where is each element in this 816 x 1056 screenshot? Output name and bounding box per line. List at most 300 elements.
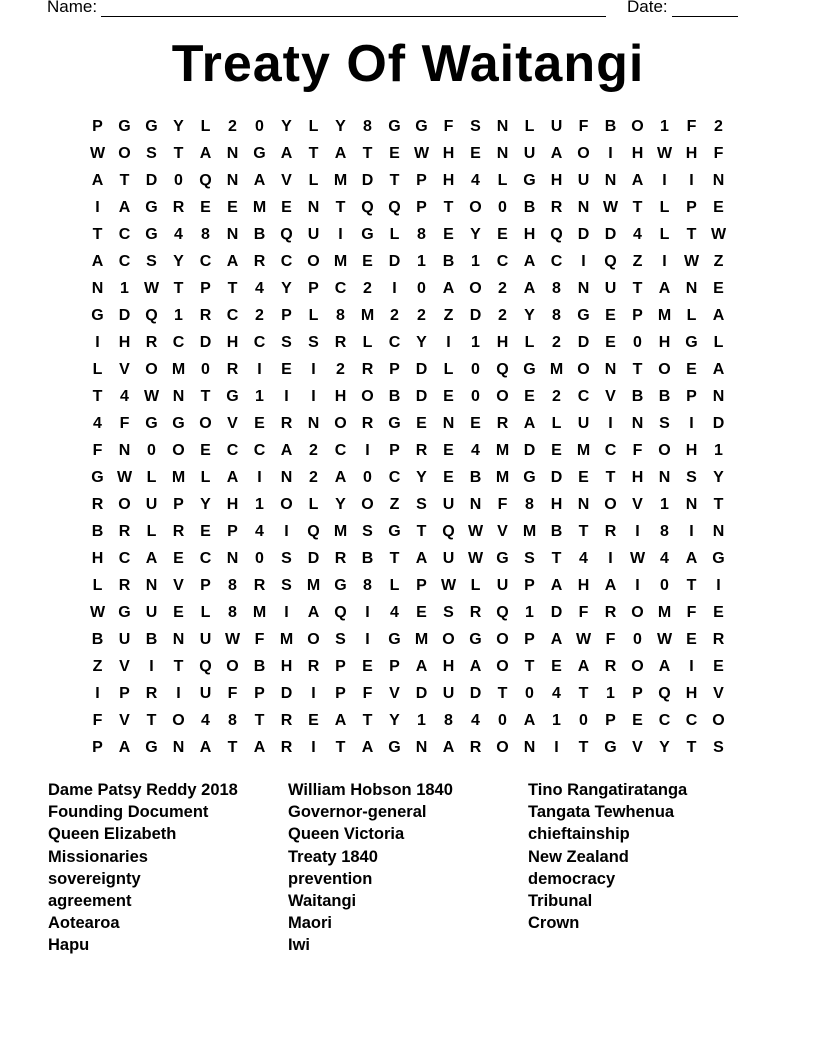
grid-letter[interactable]: R [361,414,374,432]
grid-letter[interactable]: N [442,414,455,432]
grid-letter[interactable]: M [171,468,186,486]
grid-letter[interactable]: A [523,252,536,270]
grid-letter[interactable]: 0 [471,387,480,405]
grid-letter[interactable]: 4 [471,441,480,459]
grid-letter[interactable]: 0 [660,576,669,594]
grid-letter[interactable]: Y [335,495,346,513]
grid-letter[interactable]: T [578,738,589,756]
grid-letter[interactable]: R [118,576,131,594]
grid-letter[interactable]: R [550,198,563,216]
grid-letter[interactable]: R [712,630,725,648]
grid-letter[interactable]: A [199,738,212,756]
grid-letter[interactable]: W [629,549,646,567]
grid-letter[interactable]: D [550,468,563,486]
grid-letter[interactable]: 4 [201,711,210,729]
grid-letter[interactable]: U [118,630,131,648]
grid-letter[interactable]: Y [173,252,184,270]
grid-letter[interactable]: E [443,468,454,486]
grid-letter[interactable]: E [551,441,562,459]
grid-letter[interactable]: I [149,657,154,675]
grid-letter[interactable]: N [496,144,509,162]
grid-letter[interactable]: Q [496,360,509,378]
grid-letter[interactable]: Y [659,738,670,756]
grid-letter[interactable]: P [416,576,427,594]
grid-letter[interactable]: I [689,522,694,540]
grid-letter[interactable]: L [92,576,103,594]
grid-letter[interactable]: C [658,711,671,729]
grid-letter[interactable]: L [497,171,508,189]
grid-letter[interactable]: R [604,657,617,675]
grid-letter[interactable]: F [443,117,454,135]
grid-letter[interactable]: H [118,333,131,351]
grid-letter[interactable]: 4 [255,522,264,540]
grid-letter[interactable]: F [362,684,373,702]
grid-letter[interactable]: G [145,414,158,432]
grid-letter[interactable]: A [442,738,455,756]
grid-letter[interactable]: 0 [579,711,588,729]
grid-letter[interactable]: 0 [255,117,264,135]
grid-letter[interactable]: B [361,549,374,567]
grid-letter[interactable]: E [497,225,508,243]
grid-letter[interactable]: Y [416,333,427,351]
grid-letter[interactable]: A [334,711,347,729]
grid-letter[interactable]: 8 [552,279,561,297]
grid-letter[interactable]: A [118,738,131,756]
grid-letter[interactable]: Y [470,225,481,243]
grid-letter[interactable]: T [254,711,265,729]
grid-letter[interactable]: G [334,576,347,594]
grid-letter[interactable]: Q [550,225,563,243]
grid-letter[interactable]: N [307,414,320,432]
grid-letter[interactable]: R [307,657,320,675]
grid-letter[interactable]: C [199,549,212,567]
grid-letter[interactable]: A [604,576,617,594]
grid-letter[interactable]: O [199,414,212,432]
grid-letter[interactable]: L [308,495,319,513]
grid-letter[interactable]: P [632,306,643,324]
grid-letter[interactable]: E [713,657,724,675]
grid-letter[interactable]: D [550,603,563,621]
grid-letter[interactable]: N [631,414,644,432]
grid-letter[interactable]: S [281,576,292,594]
grid-letter[interactable]: W [143,279,160,297]
grid-letter[interactable]: I [311,387,316,405]
grid-letter[interactable]: 4 [255,279,264,297]
grid-letter[interactable]: E [254,414,265,432]
grid-letter[interactable]: D [145,171,158,189]
grid-letter[interactable]: H [496,333,509,351]
grid-letter[interactable]: T [578,684,589,702]
grid-letter[interactable]: A [523,711,536,729]
grid-letter[interactable]: 1 [606,684,615,702]
grid-letter[interactable]: 8 [552,306,561,324]
grid-letter[interactable]: 4 [471,171,480,189]
grid-letter[interactable]: 8 [444,711,453,729]
grid-letter[interactable]: T [524,657,535,675]
grid-letter[interactable]: 1 [255,387,264,405]
grid-letter[interactable]: F [713,144,724,162]
grid-letter[interactable]: 2 [498,306,507,324]
grid-letter[interactable]: R [280,738,293,756]
grid-letter[interactable]: L [146,522,157,540]
grid-letter[interactable]: O [604,495,617,513]
grid-letter[interactable]: R [361,360,374,378]
grid-letter[interactable]: G [523,360,536,378]
grid-letter[interactable]: G [712,549,725,567]
grid-letter[interactable]: Z [713,252,724,270]
grid-letter[interactable]: R [118,522,131,540]
grid-letter[interactable]: 8 [363,117,372,135]
grid-letter[interactable]: S [362,522,373,540]
grid-letter[interactable]: O [361,495,374,513]
grid-letter[interactable]: D [577,225,590,243]
grid-letter[interactable]: N [604,171,617,189]
grid-letter[interactable]: 2 [417,306,426,324]
grid-letter[interactable]: T [713,495,724,513]
grid-letter[interactable]: S [524,549,535,567]
grid-letter[interactable]: O [469,198,482,216]
grid-letter[interactable]: T [200,387,211,405]
grid-letter[interactable]: A [253,171,266,189]
grid-letter[interactable]: U [199,684,212,702]
grid-letter[interactable]: Q [199,171,212,189]
grid-letter[interactable]: N [685,279,698,297]
grid-letter[interactable]: T [92,225,103,243]
grid-letter[interactable]: F [686,603,697,621]
grid-letter[interactable]: Y [173,117,184,135]
grid-letter[interactable]: 2 [714,117,723,135]
grid-letter[interactable]: F [227,684,238,702]
grid-letter[interactable]: S [308,333,319,351]
grid-letter[interactable]: N [415,738,428,756]
grid-letter[interactable]: D [388,252,401,270]
grid-letter[interactable]: P [119,684,130,702]
grid-letter[interactable]: G [145,198,158,216]
grid-letter[interactable]: A [280,144,293,162]
grid-letter[interactable]: H [442,171,455,189]
grid-letter[interactable]: T [497,684,508,702]
grid-letter[interactable]: A [361,738,374,756]
grid-letter[interactable]: H [631,144,644,162]
grid-letter[interactable]: P [308,279,319,297]
grid-letter[interactable]: 8 [417,225,426,243]
grid-letter[interactable]: S [470,117,481,135]
grid-letter[interactable]: 2 [552,387,561,405]
grid-letter[interactable]: B [388,387,401,405]
grid-letter[interactable]: I [311,684,316,702]
grid-letter[interactable]: 8 [201,225,210,243]
grid-letter[interactable]: A [334,468,347,486]
grid-letter[interactable]: A [226,252,239,270]
grid-letter[interactable]: G [469,630,482,648]
grid-letter[interactable]: N [604,360,617,378]
grid-letter[interactable]: H [334,387,347,405]
grid-letter[interactable]: G [91,468,104,486]
grid-letter[interactable]: R [172,522,185,540]
grid-letter[interactable]: I [608,549,613,567]
grid-letter[interactable]: Z [92,657,103,675]
grid-letter[interactable]: G [388,522,401,540]
grid-letter[interactable]: N [172,738,185,756]
grid-letter[interactable]: U [577,414,590,432]
grid-letter[interactable]: Y [389,711,400,729]
grid-letter[interactable]: D [415,360,428,378]
grid-letter[interactable]: O [496,387,509,405]
grid-letter[interactable]: A [442,279,455,297]
grid-letter[interactable]: P [389,360,400,378]
grid-letter[interactable]: T [173,657,184,675]
grid-letter[interactable]: 2 [363,279,372,297]
grid-letter[interactable]: T [92,387,103,405]
grid-letter[interactable]: 1 [174,306,183,324]
grid-letter[interactable]: B [523,198,536,216]
grid-letter[interactable]: R [280,414,293,432]
grid-letter[interactable]: I [635,522,640,540]
grid-letter[interactable]: M [657,306,672,324]
grid-letter[interactable]: T [335,198,346,216]
grid-letter[interactable]: P [389,441,400,459]
grid-letter[interactable]: W [467,549,484,567]
grid-letter[interactable]: B [469,468,482,486]
name-line[interactable] [101,1,606,17]
grid-letter[interactable]: E [605,306,616,324]
grid-letter[interactable]: 4 [660,549,669,567]
grid-letter[interactable]: Y [200,495,211,513]
grid-letter[interactable]: F [92,441,103,459]
grid-letter[interactable]: T [578,522,589,540]
grid-letter[interactable]: N [496,117,509,135]
grid-letter[interactable]: 2 [309,468,318,486]
grid-letter[interactable]: E [200,522,211,540]
grid-letter[interactable]: G [226,387,239,405]
grid-letter[interactable]: A [91,171,104,189]
grid-letter[interactable]: I [608,144,613,162]
grid-letter[interactable]: B [658,387,671,405]
grid-letter[interactable]: N [280,468,293,486]
grid-letter[interactable]: C [280,252,293,270]
grid-letter[interactable]: I [95,198,100,216]
grid-letter[interactable]: N [226,144,239,162]
grid-letter[interactable]: O [712,711,725,729]
grid-letter[interactable]: P [227,522,238,540]
grid-letter[interactable]: R [253,576,266,594]
grid-letter[interactable]: I [446,333,451,351]
grid-letter[interactable]: G [685,333,698,351]
grid-letter[interactable]: E [713,603,724,621]
grid-letter[interactable]: B [91,522,104,540]
grid-letter[interactable]: R [604,522,617,540]
grid-letter[interactable]: O [361,387,374,405]
grid-letter[interactable]: I [257,360,262,378]
grid-letter[interactable]: D [415,387,428,405]
grid-letter[interactable]: P [524,630,535,648]
grid-letter[interactable]: E [686,630,697,648]
grid-letter[interactable]: R [604,603,617,621]
grid-letter[interactable]: Q [145,306,158,324]
grid-letter[interactable]: A [253,738,266,756]
grid-letter[interactable]: L [443,360,454,378]
grid-letter[interactable]: P [92,117,103,135]
grid-letter[interactable]: W [656,144,673,162]
grid-letter[interactable]: T [686,576,697,594]
grid-letter[interactable]: S [443,603,454,621]
grid-letter[interactable]: Q [496,603,509,621]
grid-letter[interactable]: P [632,684,643,702]
grid-letter[interactable]: T [416,522,427,540]
grid-letter[interactable]: L [200,603,211,621]
grid-letter[interactable]: E [713,198,724,216]
grid-letter[interactable]: D [361,171,374,189]
grid-letter[interactable]: I [257,468,262,486]
grid-letter[interactable]: V [227,414,238,432]
grid-letter[interactable]: O [496,630,509,648]
grid-letter[interactable]: A [523,414,536,432]
grid-letter[interactable]: M [576,441,591,459]
grid-letter[interactable]: V [632,495,643,513]
grid-letter[interactable]: U [145,603,158,621]
grid-letter[interactable]: 8 [363,576,372,594]
grid-letter[interactable]: U [604,279,617,297]
grid-letter[interactable]: V [119,360,130,378]
grid-letter[interactable]: B [604,117,617,135]
grid-letter[interactable]: E [551,657,562,675]
grid-letter[interactable]: B [91,630,104,648]
grid-letter[interactable]: G [172,414,185,432]
grid-letter[interactable]: T [632,360,643,378]
grid-letter[interactable]: I [365,441,370,459]
grid-letter[interactable]: A [415,549,428,567]
grid-letter[interactable]: M [657,603,672,621]
grid-letter[interactable]: E [281,198,292,216]
grid-letter[interactable]: N [469,495,482,513]
grid-letter[interactable]: Q [307,522,320,540]
grid-letter[interactable]: O [631,657,644,675]
grid-letter[interactable]: 8 [228,711,237,729]
grid-letter[interactable]: W [575,630,592,648]
grid-letter[interactable]: M [279,630,294,648]
grid-letter[interactable]: P [200,576,211,594]
grid-letter[interactable]: H [658,333,671,351]
grid-letter[interactable]: E [227,198,238,216]
grid-letter[interactable]: U [442,684,455,702]
grid-letter[interactable]: B [253,225,266,243]
grid-letter[interactable]: E [416,414,427,432]
grid-letter[interactable]: A [199,144,212,162]
grid-letter[interactable]: G [523,468,536,486]
grid-letter[interactable]: I [365,630,370,648]
grid-letter[interactable]: 4 [633,225,642,243]
grid-letter[interactable]: E [470,414,481,432]
grid-letter[interactable]: G [388,117,401,135]
grid-letter[interactable]: D [415,684,428,702]
grid-letter[interactable]: M [333,522,348,540]
grid-letter[interactable]: D [199,333,212,351]
grid-letter[interactable]: N [712,522,725,540]
grid-letter[interactable]: T [686,225,697,243]
grid-letter[interactable]: 2 [336,360,345,378]
grid-letter[interactable]: F [92,711,103,729]
grid-letter[interactable]: Y [524,306,535,324]
grid-letter[interactable]: Q [604,252,617,270]
grid-letter[interactable]: A [118,198,131,216]
grid-letter[interactable]: T [632,198,643,216]
grid-letter[interactable]: A [550,144,563,162]
grid-letter[interactable]: M [171,360,186,378]
grid-letter[interactable]: E [632,711,643,729]
grid-letter[interactable]: E [173,603,184,621]
grid-letter[interactable]: A [631,171,644,189]
grid-letter[interactable]: N [91,279,104,297]
grid-letter[interactable]: A [415,657,428,675]
grid-letter[interactable]: E [308,711,319,729]
grid-letter[interactable]: C [604,441,617,459]
grid-letter[interactable]: A [280,441,293,459]
grid-letter[interactable]: H [577,576,590,594]
grid-letter[interactable]: V [713,684,724,702]
grid-letter[interactable]: N [307,198,320,216]
grid-letter[interactable]: I [311,360,316,378]
grid-letter[interactable]: 0 [363,468,372,486]
grid-letter[interactable]: L [200,468,211,486]
grid-letter[interactable]: T [146,711,157,729]
grid-letter[interactable]: 2 [255,306,264,324]
grid-letter[interactable]: G [388,738,401,756]
grid-letter[interactable]: C [253,441,266,459]
grid-letter[interactable]: H [91,549,104,567]
grid-letter[interactable]: 4 [579,549,588,567]
grid-letter[interactable]: H [226,333,239,351]
grid-letter[interactable]: U [577,171,590,189]
grid-letter[interactable]: T [389,171,400,189]
grid-letter[interactable]: A [658,657,671,675]
grid-letter[interactable]: R [226,360,239,378]
grid-letter[interactable]: O [226,657,239,675]
grid-letter[interactable]: C [334,279,347,297]
grid-letter[interactable]: 0 [525,684,534,702]
grid-letter[interactable]: M [495,441,510,459]
grid-letter[interactable]: 1 [255,495,264,513]
grid-letter[interactable]: U [550,117,563,135]
grid-letter[interactable]: D [712,414,725,432]
grid-letter[interactable]: 4 [93,414,102,432]
grid-letter[interactable]: I [95,333,100,351]
grid-letter[interactable]: 0 [633,630,642,648]
grid-letter[interactable]: O [631,603,644,621]
grid-letter[interactable]: P [686,387,697,405]
grid-letter[interactable]: O [280,495,293,513]
grid-letter[interactable]: E [443,387,454,405]
grid-letter[interactable]: L [389,576,400,594]
grid-letter[interactable]: 1 [417,711,426,729]
grid-letter[interactable]: 8 [336,306,345,324]
grid-letter[interactable]: N [226,225,239,243]
grid-letter[interactable]: 0 [201,360,210,378]
grid-letter[interactable]: H [685,144,698,162]
grid-letter[interactable]: O [658,360,671,378]
grid-letter[interactable]: A [226,468,239,486]
grid-letter[interactable]: D [604,225,617,243]
grid-letter[interactable]: F [632,441,643,459]
grid-letter[interactable]: V [173,576,184,594]
grid-letter[interactable]: Q [361,198,374,216]
grid-letter[interactable]: 4 [174,225,183,243]
grid-letter[interactable]: L [146,468,157,486]
grid-letter[interactable]: I [581,252,586,270]
grid-letter[interactable]: M [252,198,267,216]
grid-letter[interactable]: N [685,495,698,513]
grid-letter[interactable]: 1 [660,117,669,135]
grid-letter[interactable]: R [496,414,509,432]
